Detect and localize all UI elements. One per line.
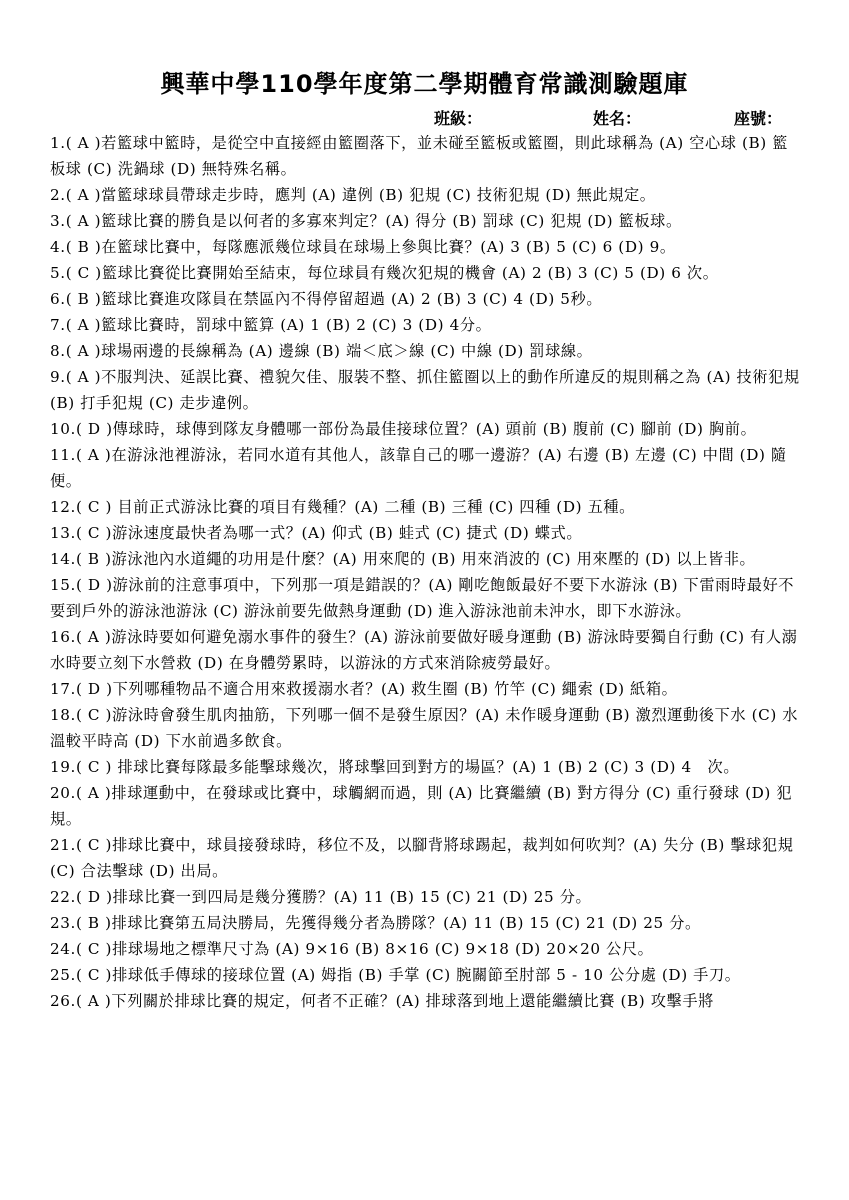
question-item: 6.( B )籃球比賽進攻隊員在禁區內不得停留超過 (A) 2 (B) 3 (C) 4 (D) 5秒。 <box>50 290 603 308</box>
question-item: 5.( C )籃球比賽從比賽開始至結束，每位球員有幾次犯規的機會 (A) 2 (B) 3 (C) 5 (D) 6 次。 <box>50 264 719 282</box>
question-item: 16.( A )游泳時要如何避免溺水事件的發生？(A) 游泳前要做好暖身運動 (B) 游泳時要獨自行動 (C) 有人溺水時要立刻下水營救 (D) 在身體勞累時，以游泳的方式來消除疲勞最好。 <box>50 628 798 672</box>
seat-number-field-label: 座號： <box>734 109 783 128</box>
name-field-label: 姓名： <box>593 109 642 128</box>
question-item: 23.( B )排球比賽第五局決勝局，先獲得幾分者為勝隊？(A) 11 (B) 15 (C) 21 (D) 25 分。 <box>50 914 701 932</box>
question-item: 10.( D )傳球時，球傳到隊友身體哪一部份為最佳接球位置？(A) 頭前 (B) 腹前 (C) 腳前 (D) 胸前。 <box>50 420 757 438</box>
question-item: 22.( D )排球比賽一到四局是幾分獲勝？(A) 11 (B) 15 (C) 21 (D) 25 分。 <box>50 888 592 906</box>
question-item: 21.( C )排球比賽中，球員接發球時，移位不及，以腳背將球踢起，裁判如何吹判？(A) 失分 (B) 擊球犯規 (C) 合法擊球 (D) 出局。 <box>50 836 794 880</box>
question-item: 19.( C ) 排球比賽每隊最多能擊球幾次，將球擊回到對方的場區？(A) 1 (B) 2 (C) 3 (D) 4 次。 <box>50 758 740 776</box>
question-item: 11.( A )在游泳池裡游泳，若同水道有其他人，該靠自己的哪一邊游？(A) 右邊 (B) 左邊 (C) 中間 (D) 隨便。 <box>50 446 787 490</box>
question-item: 2.( A )當籃球球員帶球走步時，應判 (A) 違例 (B) 犯規 (C) 技術犯規 (D) 無此規定。 <box>50 186 656 204</box>
question-item: 13.( C )游泳速度最快者為哪一式？(A) 仰式 (B) 蛙式 (C) 捷式 (D) 蝶式。 <box>50 524 583 542</box>
document-title: 興華中學110學年度第二學期體育常識測驗題庫 <box>160 70 689 98</box>
question-item: 8.( A )球場兩邊的長線稱為 (A) 邊線 (B) 端＜底＞線 (C) 中線 (D) 罰球線。 <box>50 342 593 360</box>
question-item: 15.( D )游泳前的注意事項中，下列那一項是錯誤的？(A) 剛吃飽飯最好不要下水游泳 (B) 下雷雨時最好不要到戶外的游泳池游泳 (C) 游泳前要先做熱身運動 (D) 進入游泳池前未沖水，即下水游泳。 <box>50 576 795 620</box>
question-item: 17.( D )下列哪種物品不適合用來救援溺水者？(A) 救生圈 (B) 竹竿 (C) 繩索 (D) 紙箱。 <box>50 680 678 698</box>
question-item: 20.( A )排球運動中，在發球或比賽中，球觸網而過，則 (A) 比賽繼續 (B) 對方得分 (C) 重行發球 (D) 犯規。 <box>50 784 793 828</box>
question-item: 3.( A )籃球比賽的勝負是以何者的多寡來判定？(A) 得分 (B) 罰球 (C) 犯規 (D) 籃板球。 <box>50 212 682 230</box>
question-list <box>50 130 816 1014</box>
question-item: 1.( A )若籃球中籃時，是從空中直接經由籃圈落下，並未碰至籃板或籃圈，則此球稱為 (A) 空心球 (B) 籃板球 (C) 洗鍋球 (D) 無特殊名稱。 <box>50 134 789 178</box>
question-item: 26.( A )下列關於排球比賽的規定，何者不正確？(A) 排球落到地上還能繼續比賽 (B) 攻擊手將 <box>50 992 714 1010</box>
question-item: 7.( A )籃球比賽時，罰球中籃算 (A) 1 (B) 2 (C) 3 (D) 4分。 <box>50 316 492 334</box>
question-item: 18.( C )游泳時會發生肌肉抽筋，下列哪一個不是發生原因？(A) 未作暖身運動 (B) 激烈運動後下水 (C) 水溫較平時高 (D) 下水前過多飲食。 <box>50 706 799 750</box>
question-item: 12.( C ) 目前正式游泳比賽的項目有幾種？(A) 二種 (B) 三種 (C) 四種 (D) 五種。 <box>50 498 635 516</box>
question-item: 24.( C )排球場地之標準尺寸為 (A) 9×16 (B) 8×16 (C) 9×18 (D) 20×20 公尺。 <box>50 940 654 958</box>
question-item: 25.( C )排球低手傳球的接球位置 (A) 姆指 (B) 手掌 (C) 腕關節至肘部 5 - 10 公分處 (D) 手刀。 <box>50 966 741 984</box>
question-item: 4.( B )在籃球比賽中，每隊應派幾位球員在球場上參與比賽？(A) 3 (B) 5 (C) 6 (D) 9。 <box>50 238 676 256</box>
question-item: 9.( A )不服判決、延誤比賽、禮貌欠佳、服裝不整、抓住籃圈以上的動作所違反的規則稱之為 (A) 技術犯規 (B) 打手犯規 (C) 走步違例。 <box>50 368 816 412</box>
class-field-label: 班級： <box>434 109 483 128</box>
question-item: 14.( B )游泳池內水道繩的功用是什麼？(A) 用來爬的 (B) 用來消波的 (C) 用來壓的 (D) 以上皆非。 <box>50 550 756 568</box>
